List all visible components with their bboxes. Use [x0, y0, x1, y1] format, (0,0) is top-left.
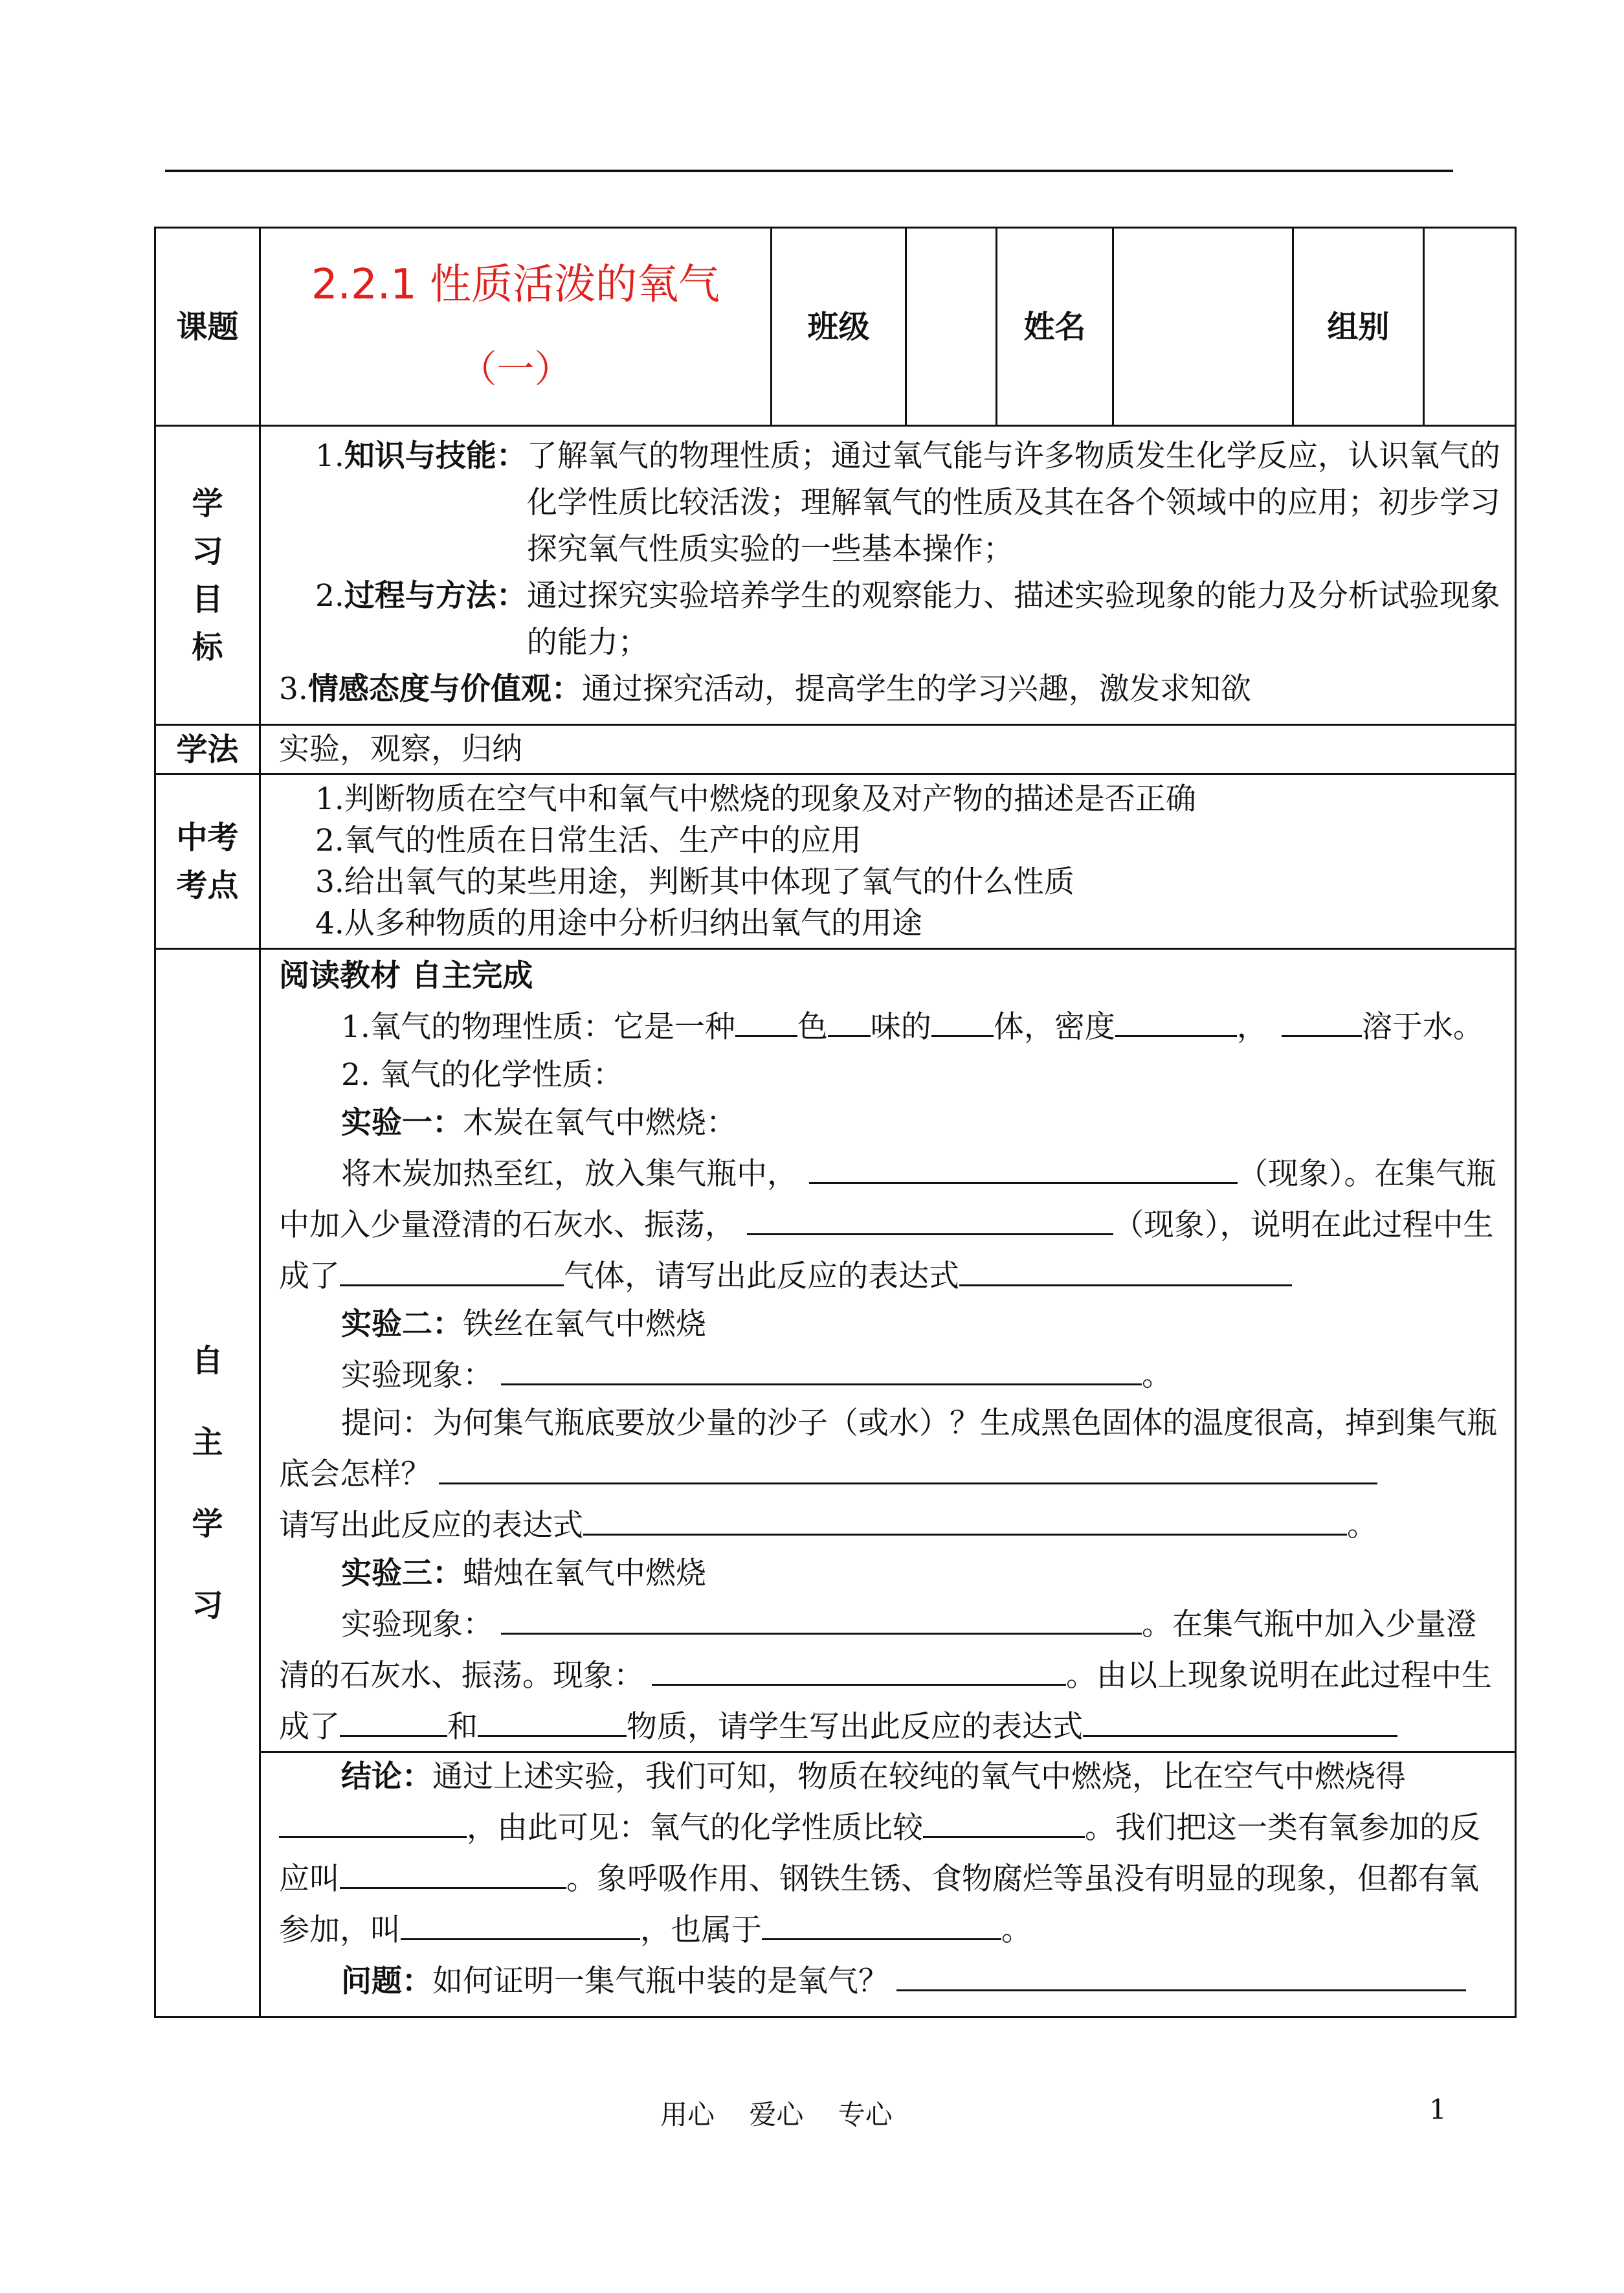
objective-2	[279, 573, 1500, 666]
objectives-label	[155, 426, 260, 725]
exp2-title: 实验二：	[341, 1306, 463, 1342]
topic-label: 课题	[155, 228, 260, 426]
conclusion	[261, 1751, 1515, 1954]
color-blank[interactable]	[735, 1000, 797, 1037]
exp1-limewater-blank[interactable]	[747, 1198, 1113, 1235]
exp1-text: 气体，请写出此反应的表达式	[564, 1258, 959, 1294]
exp1-heading	[279, 1099, 1500, 1147]
phys-text: 溶于水。	[1361, 1009, 1484, 1045]
conclusion-text: 。	[1001, 1912, 1032, 1948]
physical-properties	[279, 1000, 1500, 1051]
lesson-title-line1: 2.2.1 性质活泼的氧气	[311, 260, 720, 309]
conclusion-text: ，由此可见：氧气的化学性质比较	[467, 1810, 923, 1846]
conclusion-text: 。象呼吸作用、钢铁生锈、食物腐烂等虽没有明显的现象，但都有氧参加，叫	[279, 1861, 1479, 1948]
phys-text: 味的	[870, 1009, 931, 1045]
exam-point: 1.判断物质在空气中和氧气中燃烧的现象及对产物的描述是否正确	[315, 781, 1196, 817]
exp2-expression-blank[interactable]	[583, 1499, 1347, 1536]
exp2-answer-blank[interactable]	[439, 1448, 1377, 1484]
exp3-text: 物质，请学生写出此反应的表达式	[627, 1709, 1083, 1745]
solubility-blank[interactable]	[1282, 1000, 1362, 1037]
exam-row	[155, 774, 1516, 949]
exp1-gas-blank[interactable]	[340, 1249, 564, 1286]
objectives-row	[155, 426, 1516, 725]
exp2-expression	[279, 1499, 1500, 1550]
conclusion-oxidation-blank[interactable]	[340, 1852, 566, 1889]
method-text: 实验，观察，归纳	[260, 725, 1516, 774]
class-field[interactable]	[906, 228, 997, 426]
exam-point: 2.氧气的性质在日常生活、生产中的应用	[315, 822, 862, 858]
objective-1	[279, 433, 1500, 573]
exp3-phenomenon-blank[interactable]	[501, 1598, 1142, 1635]
objective-1-prefix: 1.	[315, 438, 344, 474]
exam-point: 4.从多种物质的用途中分析归纳出氧气的用途	[315, 905, 922, 941]
exp2-text: 。	[1142, 1358, 1172, 1393]
question-answer-blank[interactable]	[896, 1954, 1466, 1991]
conclusion-belongs-blank[interactable]	[762, 1903, 1001, 1940]
conclusion-burn-blank[interactable]	[279, 1801, 467, 1838]
self-study-content	[260, 949, 1516, 2017]
chem-title: 2. 氧气的化学性质：	[341, 1057, 623, 1093]
self-study-label	[155, 949, 260, 2017]
exp3-product2-blank[interactable]	[478, 1700, 627, 1737]
phys-text: 体，密度	[993, 1009, 1115, 1045]
exam-point: 3.给出氧气的某些用途，判断其中体现了氧气的什么性质	[315, 864, 1074, 900]
question	[279, 1954, 1500, 2006]
exp3-limewater-blank[interactable]	[652, 1649, 1066, 1686]
exam-label	[155, 774, 260, 949]
exp2-text: 请写出此反应的表达式	[279, 1508, 583, 1543]
objective-1-title: 知识与技能：	[344, 438, 527, 474]
method-label: 学法	[155, 725, 260, 774]
exp1-expression-blank[interactable]	[959, 1249, 1292, 1286]
exp3-text: 。由以上现象说明在此过程中生成了	[279, 1658, 1492, 1745]
header-row	[155, 228, 1516, 426]
density-blank[interactable]	[1115, 1000, 1237, 1037]
exp2-heading	[279, 1301, 1500, 1348]
question-text: 如何证明一集气瓶中装的是氧气？	[432, 1963, 889, 1999]
exp2-phenomenon	[279, 1348, 1500, 1400]
exp1-body	[279, 1147, 1500, 1301]
group-label: 组别	[1293, 228, 1424, 426]
group-field[interactable]	[1424, 228, 1516, 426]
exam-points	[260, 774, 1516, 949]
exp3-name: 蜡烛在氧气中燃烧	[463, 1556, 706, 1591]
name-label: 姓名	[997, 228, 1113, 426]
exp1-text: 将木炭加热至红，放入集气瓶中，	[341, 1156, 797, 1192]
exp1-title: 实验一：	[341, 1105, 463, 1141]
conclusion-text: ，也属于	[640, 1912, 762, 1948]
phys-text: ，	[1236, 1009, 1267, 1045]
objective-2-prefix: 2.	[315, 578, 344, 614]
exp3-title: 实验三：	[341, 1556, 463, 1591]
exp3-text: 和	[447, 1709, 478, 1745]
question-title: 问题：	[341, 1963, 432, 1999]
class-label: 班级	[772, 228, 906, 426]
exp3-expression-blank[interactable]	[1083, 1700, 1397, 1737]
objective-3-prefix: 3.	[279, 671, 308, 707]
exp2-question-text: 提问：为何集气瓶底要放少量的沙子（或水）？生成黑色固体的温度很高，掉到集气瓶底会怎样？	[279, 1405, 1497, 1492]
objective-3	[279, 666, 1500, 713]
phys-text: 色	[797, 1009, 828, 1045]
conclusion-slow-blank[interactable]	[401, 1903, 640, 1940]
objectives-content	[260, 426, 1516, 725]
objective-3-title: 情感态度与价值观：	[307, 671, 582, 707]
page-number: 1	[1429, 2094, 1447, 2125]
phys-text: 1.氧气的物理性质：它是一种	[341, 1009, 735, 1045]
self-study-label-text: 自主学习	[192, 1342, 223, 1624]
exam-label-text: 中考考点	[176, 819, 239, 904]
odor-blank[interactable]	[828, 1000, 871, 1037]
objective-1-text: 了解氧气的物理性质；通过氧气能与许多物质发生化学反应，认识氧气的化学性质比较活泼；理解氧气的性质及其在各个领域中的应用；初步学习探究氧气性质实验的一些基本操作；	[526, 438, 1500, 567]
lesson-title	[260, 228, 772, 426]
conclusion-active-blank[interactable]	[923, 1801, 1085, 1838]
objective-3-text: 通过探究活动，提高学生的学习兴趣，激发求知欲	[581, 671, 1251, 707]
exp2-text: 实验现象：	[341, 1358, 493, 1393]
method-row	[155, 725, 1516, 774]
self-study-heading: 阅读教材 自主完成	[279, 958, 533, 994]
state-blank[interactable]	[931, 1000, 994, 1037]
exp2-name: 铁丝在氧气中燃烧	[463, 1306, 706, 1342]
exp1-text: （现象）。在集气瓶中加入少量澄清的石灰水、振荡，	[279, 1156, 1496, 1243]
exp3-text: 。在集气瓶中加入少量澄清的石灰水、振荡。现象：	[279, 1607, 1476, 1694]
exp3-text: 实验现象：	[341, 1607, 493, 1642]
exp3-heading	[279, 1550, 1500, 1598]
exp1-phenomenon-blank[interactable]	[809, 1147, 1238, 1184]
objectives-label-text: 学习目标	[192, 485, 223, 666]
conclusion-text: 通过上述实验，我们可知，物质在较纯的氧气中燃烧，比在空气中燃烧得	[432, 1759, 1406, 1795]
objective-2-text: 通过探究实验培养学生的观察能力、描述实验现象的能力及分析试验现象的能力；	[526, 578, 1500, 660]
exp3-body	[279, 1598, 1500, 1751]
exp1-name: 木炭在氧气中燃烧：	[463, 1105, 737, 1141]
footer-motto: 用心 爱心 专心	[660, 2099, 893, 2131]
self-study-row	[155, 949, 1516, 2017]
objective-2-title: 过程与方法：	[344, 578, 527, 614]
exp1-text: （现象），说明在此过程中生成了	[279, 1207, 1494, 1294]
exp2-text: 。	[1347, 1508, 1377, 1543]
study-sheet-table	[154, 227, 1517, 2018]
exp3-product1-blank[interactable]	[340, 1700, 447, 1737]
conclusion-text: 。我们把这一类有氧参加的反应叫	[279, 1810, 1480, 1897]
conclusion-title: 结论：	[341, 1759, 432, 1795]
lesson-title-line2: （一）	[459, 346, 572, 391]
name-field[interactable]	[1113, 228, 1293, 426]
exp2-question	[279, 1400, 1500, 1499]
header-rule	[165, 170, 1453, 172]
exp2-phenomenon-blank[interactable]	[501, 1348, 1142, 1385]
